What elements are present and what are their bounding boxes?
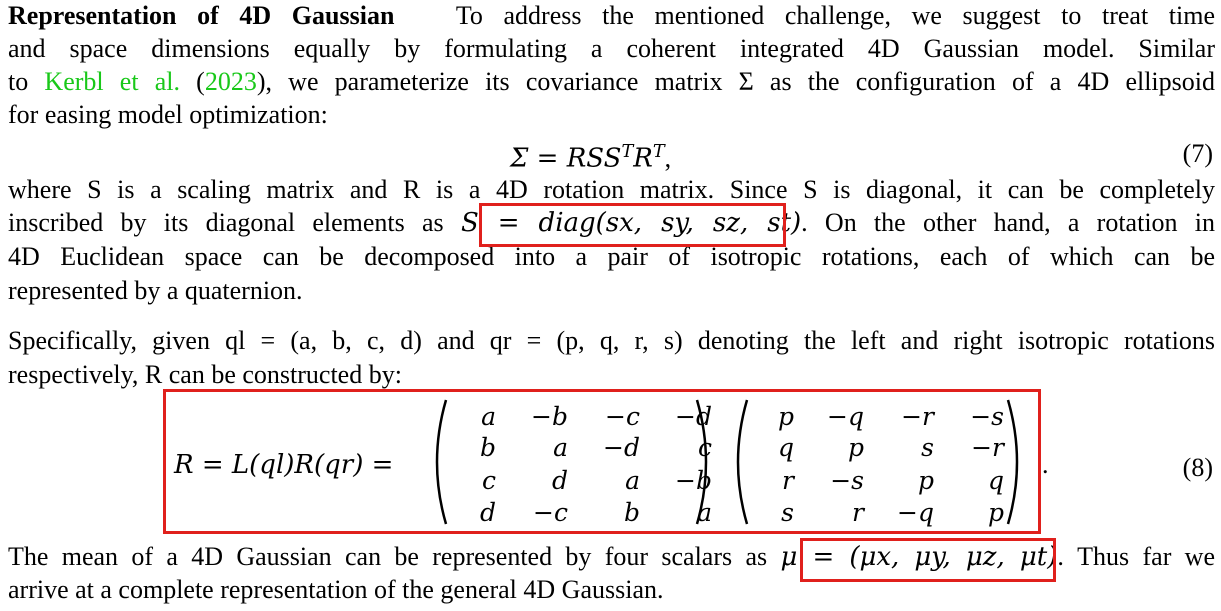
para1-line1	[8, 0, 1215, 32]
equation-7	[510, 136, 671, 175]
right-matrix-cell: s	[921, 433, 934, 462]
para2-line1: where S is a scaling matrix and R is a 4D rotation matrix. Since S is diagonal, it can be completely	[8, 175, 1215, 204]
left-matrix-cell: a	[625, 466, 640, 495]
para2-line2-pre: inscribed by its diagonal elements as	[8, 208, 444, 237]
left-matrix-close-paren	[695, 398, 717, 526]
left-matrix-cell: b	[479, 433, 496, 462]
eq8-tail: .	[1042, 450, 1049, 479]
left-matrix-cell: −d	[603, 433, 640, 462]
eq7-sup2: T	[652, 142, 665, 162]
highlight-box-diag	[479, 203, 786, 247]
left-matrix-cell: d	[479, 498, 496, 527]
right-matrix-cell: q	[777, 433, 794, 462]
para2-line3: 4D Euclidean space can be decomposed into a pair of isotropic rotations, each of which can be	[8, 242, 1215, 271]
left-matrix-cell: b	[623, 498, 640, 527]
left-matrix-cell: a	[553, 433, 568, 462]
eq7-number: (7)	[1182, 139, 1213, 168]
right-matrix-cell: −r	[971, 433, 1004, 462]
right-matrix-cell: −q	[897, 498, 934, 527]
para4-line2: arrive at a complete representation of the general 4D Gaussian.	[8, 575, 664, 604]
left-matrix-cell: −c	[605, 402, 640, 431]
right-matrix-cell: p	[987, 498, 1004, 527]
eq8-number: (8)	[1182, 453, 1213, 482]
mean-formula: μ = (μx, μy, μz, μt)	[780, 542, 1058, 572]
eq7-formula: Σ = RSS	[510, 143, 622, 174]
right-matrix-cell: r	[852, 498, 864, 527]
left-matrix-cell: d	[551, 466, 568, 495]
diag-formula: S = diag(sx, sy, sz, st)	[460, 208, 802, 238]
left-matrix-cell: a	[481, 402, 496, 431]
eq7-mid: R	[633, 143, 653, 174]
right-matrix-cell: q	[987, 466, 1004, 495]
left-matrix-cell: −b	[675, 466, 712, 495]
citation-year-link[interactable]: 2023	[204, 67, 257, 96]
left-matrix-cell: −d	[675, 402, 712, 431]
left-matrix-cell: −c	[533, 498, 568, 527]
right-matrix-cell: −q	[827, 402, 864, 431]
para2-line4: represented by a quaternion.	[8, 276, 303, 305]
right-matrix-close-paren	[1006, 398, 1028, 526]
right-matrix-cell: −r	[901, 402, 934, 431]
para1-line4: for easing model optimization:	[8, 100, 328, 129]
para3-line2: respectively, R can be constructed by:	[8, 360, 402, 389]
para2-line2-post: . On the other hand, a rotation in	[801, 208, 1216, 237]
citation-author-link[interactable]: Kerbl et al.	[44, 67, 180, 96]
left-matrix-cell: −b	[531, 402, 568, 431]
para4-line1-post: . Thus far we	[1057, 542, 1216, 571]
para1-line3-post: ), we parameterize its covariance matrix Σ as the configuration of a 4D ellipsoid	[256, 67, 1215, 96]
right-matrix-cell: −s	[970, 402, 1004, 431]
para3-line1: Specifically, given ql = (a, b, c, d) and qr = (p, q, r, s) denoting the left and right isotropic rotations	[8, 326, 1215, 355]
highlight-box-mean	[800, 538, 1056, 582]
para1-line3: to Kerbl et al. (2023), we parameterize its covariance matrix Σ as the configuration of a 4D ellipsoid	[8, 67, 1215, 96]
eq7-tail: ,	[664, 143, 672, 173]
left-matrix-cell: c	[481, 466, 496, 495]
left-matrix-cell: c	[697, 433, 712, 462]
right-matrix-cell: p	[917, 466, 934, 495]
right-matrix-cell: s	[781, 498, 794, 527]
right-matrix-cell: r	[782, 466, 794, 495]
para1-line1-text: To address the mentioned challenge, we suggest to treat time	[455, 1, 1215, 30]
right-matrix-cell: p	[777, 402, 794, 431]
eq8-lhs: R = L(ql)R(qr) =	[174, 450, 394, 480]
left-matrix-cell: a	[697, 498, 712, 527]
right-matrix-cell: p	[847, 433, 864, 462]
para1-line2: and space dimensions equally by formulating a coherent integrated 4D Gaussian model. Similar	[8, 34, 1215, 63]
eq7-sup1: T	[621, 142, 634, 162]
para1-line3-pre: to	[8, 67, 29, 96]
section-heading: Representation of 4D Gaussian	[8, 1, 395, 30]
right-matrix-cell: −s	[830, 466, 864, 495]
para4-line1-pre: The mean of a 4D Gaussian can be represented by four scalars as	[8, 542, 768, 571]
